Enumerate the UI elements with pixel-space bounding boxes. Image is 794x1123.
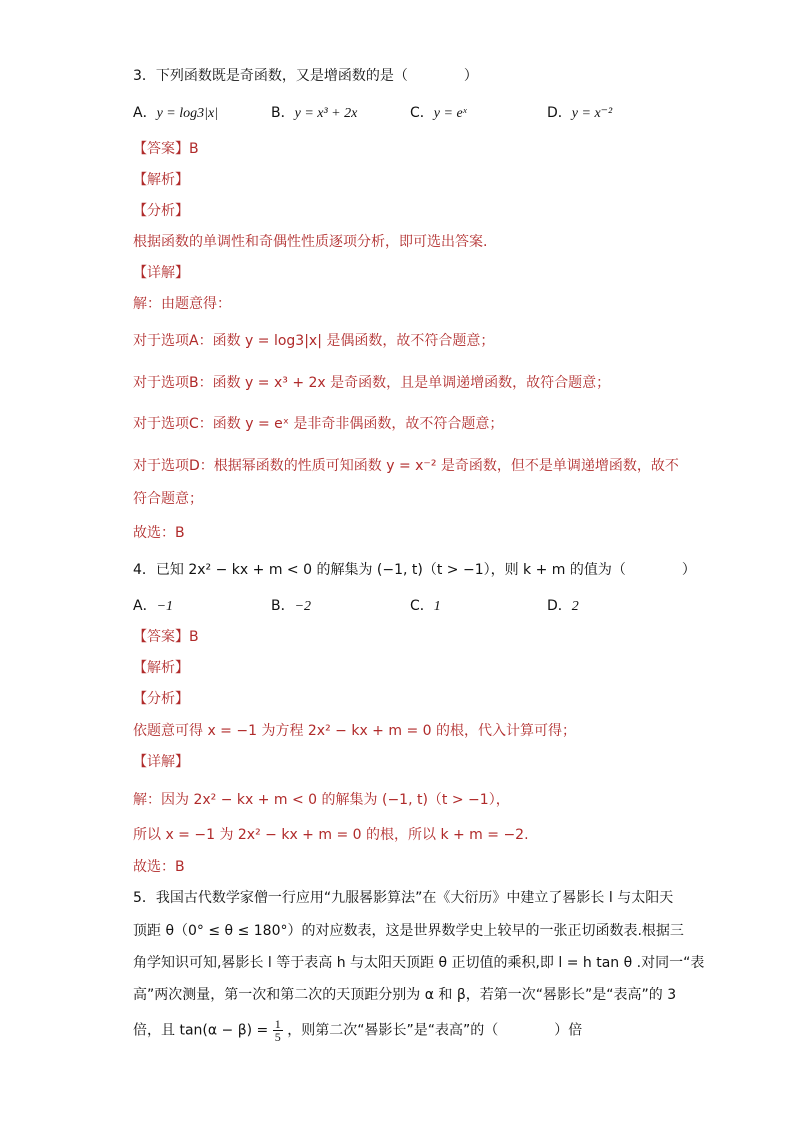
q4-option-d-expr: 2: [571, 599, 579, 614]
q3-option-c-expr: y = eˣ: [433, 106, 467, 121]
q3-stem: 3．下列函数既是奇函数，又是增函数的是（ ）: [133, 68, 478, 84]
q4-option-b-label: B．: [271, 598, 295, 614]
q4-option-d-label: D．: [547, 598, 572, 614]
q3-option-a[interactable]: [133, 103, 218, 124]
q3-option-d-label: D．: [547, 105, 572, 121]
q3-option-b-label: B．: [271, 105, 295, 121]
q3-item-c: 对于选项C：函数 y = eˣ 是非奇非偶函数，故不符合题意；: [133, 416, 504, 432]
q4-detail-heading: 【详解】: [133, 754, 189, 770]
q5-fraction-denominator: 5: [274, 1030, 281, 1044]
q3-fenxi-text: 根据函数的单调性和奇偶性性质逐项分析，即可选出答案.: [133, 234, 488, 250]
q5-line2: 顶距 θ（0° ≤ θ ≤ 180°）的对应数表，这是世界数学史上较早的一张正切函数表.根据三: [133, 923, 684, 939]
q3-detail-heading: 【详解】: [133, 265, 189, 281]
q3-option-c[interactable]: [410, 103, 467, 124]
q3-option-b-expr: y = x³ + 2x: [294, 106, 358, 121]
q3-item-b: 对于选项B：函数 y = x³ + 2x 是奇函数，且是单调递增函数，故符合题意；: [133, 375, 611, 391]
q3-analysis-heading: 【解析】: [133, 172, 189, 188]
q3-option-a-expr: y = log3|x|: [156, 106, 219, 121]
q4-option-d[interactable]: [547, 596, 579, 617]
q4-option-c[interactable]: [410, 596, 441, 617]
q3-fenxi-heading: 【分析】: [133, 203, 189, 219]
q4-answer: 【答案】B: [133, 629, 199, 645]
q5-line5-start: 倍，且 tan(α − β) =: [133, 1022, 269, 1039]
q3-item-d: 对于选项D：根据幂函数的性质可知函数 y = x⁻² 是奇函数，但不是单调递增函数，故不: [133, 458, 679, 474]
q3-option-a-label: A．: [133, 105, 157, 121]
q3-option-d[interactable]: [547, 103, 612, 124]
q5-line4: 高”两次测量，第一次和第二次的天顶距分别为 α 和 β，若第一次“晷影长”是“表高”的 3: [133, 987, 677, 1003]
q3-option-b[interactable]: [271, 103, 357, 124]
q4-solve-line1: 解：因为 2x² − kx + m < 0 的解集为 (−1, t)（t > −1），: [133, 792, 510, 808]
q4-solve-line2: 所以 x = −1 为 2x² − kx + m = 0 的根，所以 k + m = −2.: [133, 827, 529, 843]
q3-answer: 【答案】B: [133, 141, 199, 157]
q5-fraction: [273, 1018, 283, 1043]
q5-fraction-numerator: 1: [274, 1017, 281, 1031]
q4-choose: 故选：B: [133, 859, 185, 875]
q5-line1: 5．我国古代数学家僧一行应用“九服晷影算法”在《大衍历》中建立了晷影长 l 与太阳天: [133, 890, 674, 906]
q4-fenxi-heading: 【分析】: [133, 691, 189, 707]
q5-line5: [133, 1018, 582, 1043]
q4-option-a-expr: −1: [156, 599, 174, 614]
q3-option-c-label: C．: [410, 105, 434, 121]
q4-option-c-label: C．: [410, 598, 434, 614]
q4-option-c-expr: 1: [433, 599, 441, 614]
q4-stem: 4．已知 2x² − kx + m < 0 的解集为 (−1, t)（t > −1），则 k + m 的值为（ ）: [133, 562, 696, 578]
q4-option-a-label: A．: [133, 598, 157, 614]
q3-choose: 故选：B: [133, 525, 185, 541]
q5-line5-end: ，则第二次“晷影长”是“表高”的（ ）倍: [287, 1022, 583, 1039]
q3-item-a: 对于选项A：函数 y = log3|x| 是偶函数，故不符合题意；: [133, 333, 495, 349]
q4-option-b-expr: −2: [294, 599, 312, 614]
q3-item-d-cont: 符合题意；: [133, 491, 203, 507]
q3-solve: 解：由题意得：: [133, 296, 231, 312]
q3-option-d-expr: y = x⁻²: [571, 106, 613, 121]
q5-line3: 角学知识可知,晷影长 l 等于表高 h 与太阳天顶距 θ 正切值的乘积,即 l = h tan θ .对同一“表: [133, 955, 705, 971]
q4-option-b[interactable]: [271, 596, 311, 617]
q4-option-a[interactable]: [133, 596, 173, 617]
q4-fenxi-text: 依题意可得 x = −1 为方程 2x² − kx + m = 0 的根，代入计算可得；: [133, 723, 576, 739]
q4-analysis-heading: 【解析】: [133, 660, 189, 676]
